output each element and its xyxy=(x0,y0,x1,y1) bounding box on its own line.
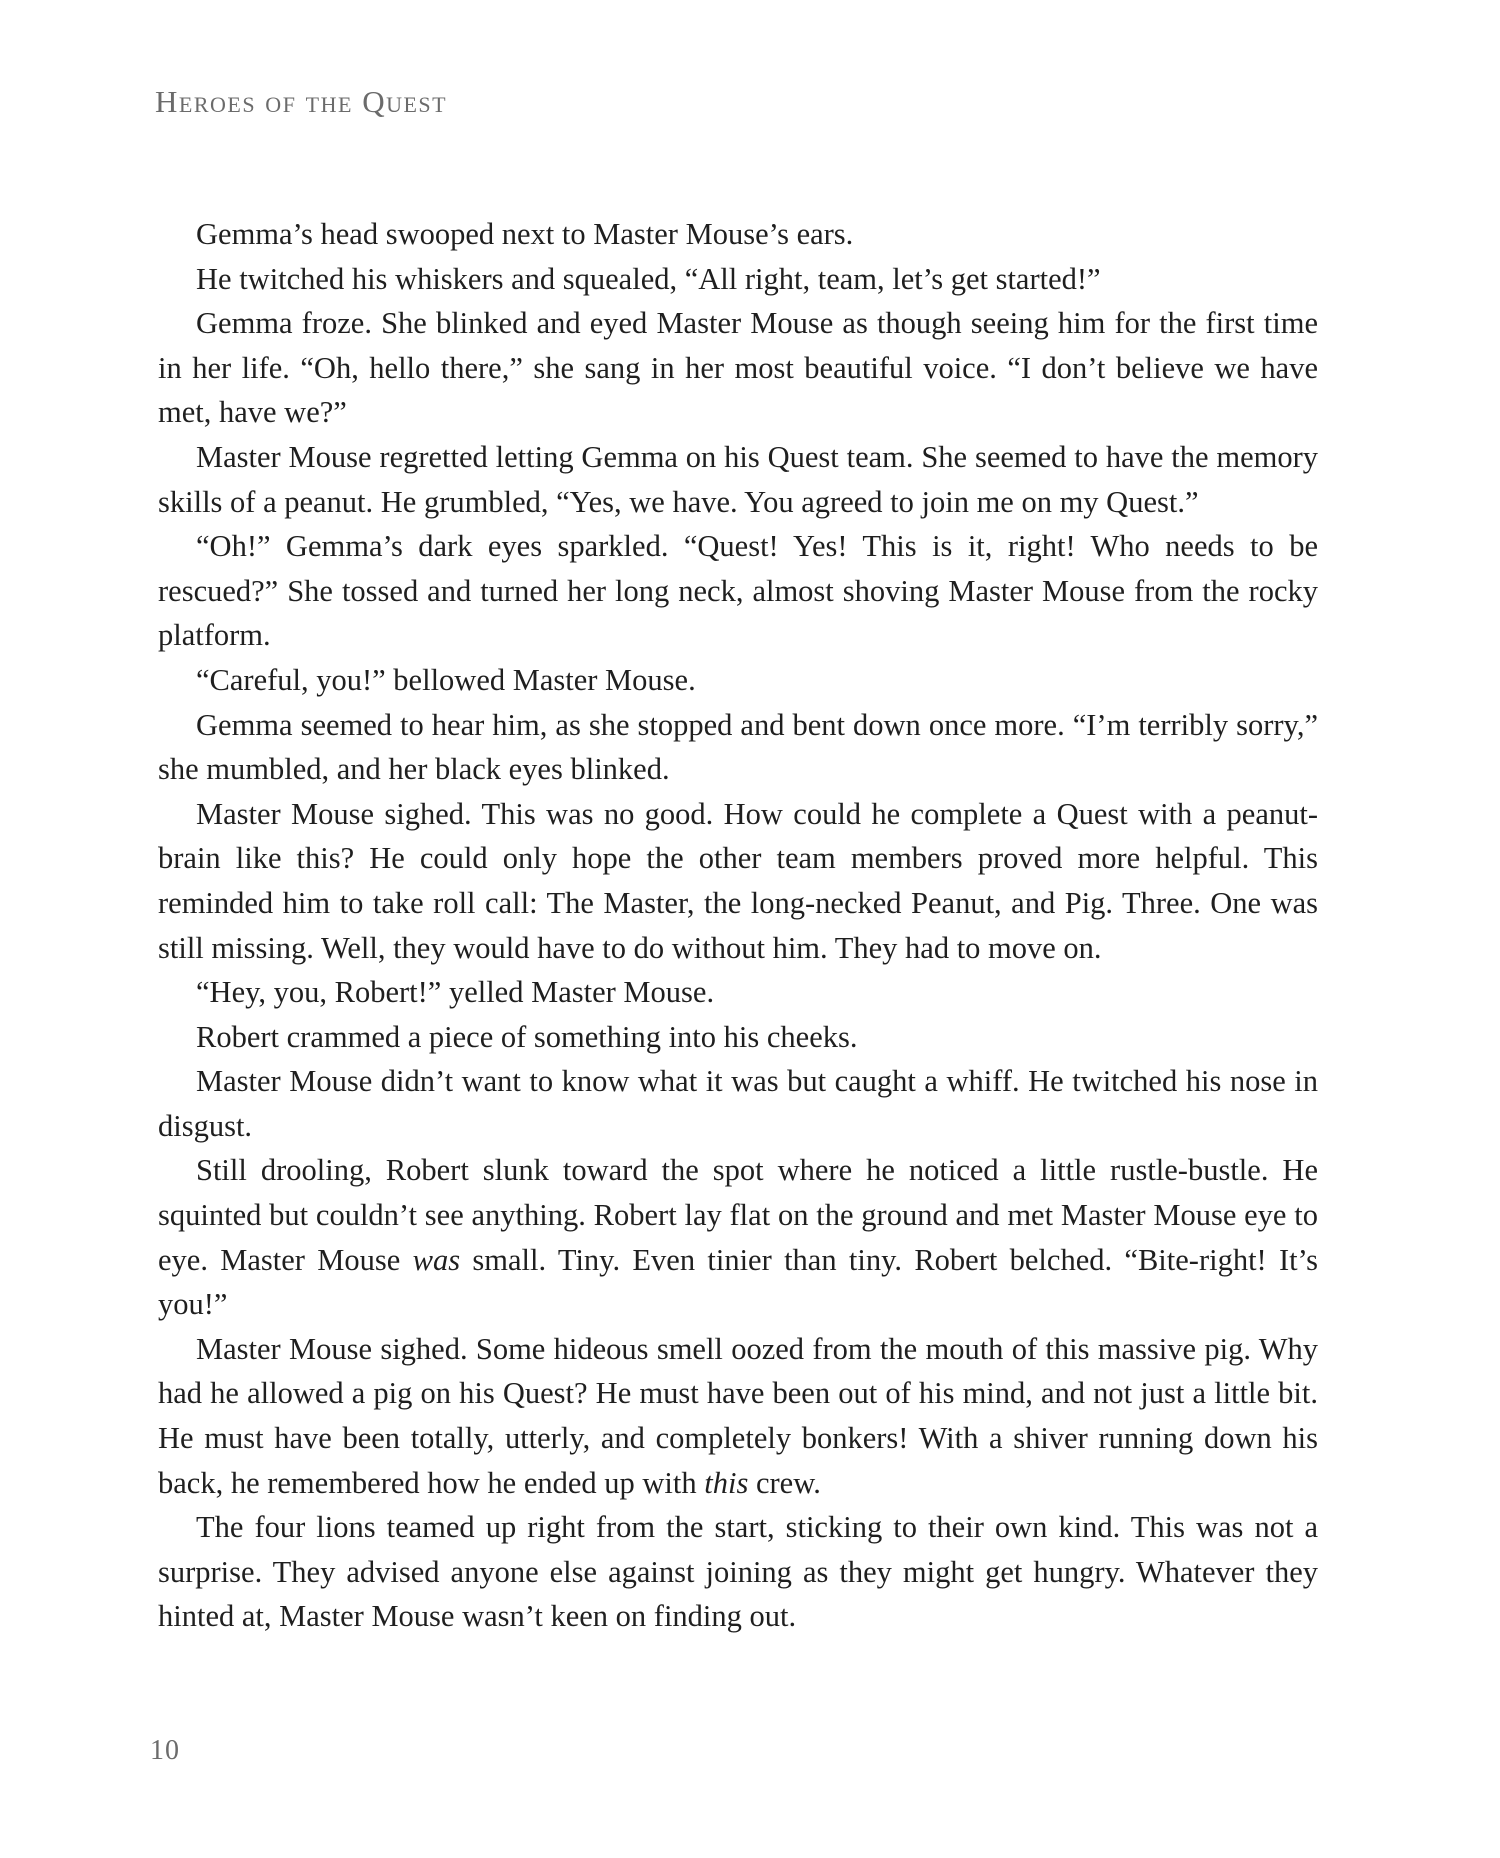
paragraph: Gemma’s head swooped next to Master Mouse’s ears. xyxy=(196,217,854,251)
text-run: small. Tiny. Even tinier than tiny. Robert belched. “Bite-right! It’s you!” xyxy=(158,1242,1319,1322)
paragraph: Robert crammed a piece of something into his cheeks. xyxy=(196,1019,858,1054)
emphasis: this xyxy=(704,1465,749,1500)
paragraph: Master Mouse didn’t want to know what it was but caught a whiff. He twitched his nose in disgust. xyxy=(158,1064,1318,1143)
paragraph: The four lions teamed up right from the start, sticking to their own kind. This was not a surprise. They advised anyone else against joining as they might get hungry. Whatever they hinted at, Master Mouse wasn’t keen on finding out. xyxy=(158,1510,1318,1634)
paragraph: “Careful, you!” bellowed Master Mouse. xyxy=(196,662,696,697)
paragraph: He twitched his whiskers and squealed, “All right, team, let’s get started!” xyxy=(196,261,1101,296)
page-number: 10 xyxy=(150,1735,180,1766)
emphasis: was xyxy=(412,1242,461,1277)
paragraph xyxy=(158,1148,1318,1326)
running-header: Heroes of the Quest xyxy=(155,84,448,119)
paragraph: “Oh!” Gemma’s dark eyes sparkled. “Quest! Yes! This is it, right! Who needs to be rescued?” She tossed and turned her long neck, almost shoving Master Mouse from the rocky platform. xyxy=(158,529,1318,653)
paragraph: Master Mouse sighed. This was no good. How could he complete a Quest with a peanut-brain like this? He could only hope the other team members proved more helpful. This reminded him to take roll call: The Master, the long-necked Peanut, and Pig. Three. One was still missing. Well, they would have to do without him. They had to move on. xyxy=(158,796,1318,965)
paragraph xyxy=(158,1327,1318,1505)
paragraph: Master Mouse regretted letting Gemma on his Quest team. She seemed to have the memory skills of a peanut. He grumbled, “Yes, we have. You agreed to join me on my Quest.” xyxy=(158,439,1318,519)
text-run: crew. xyxy=(748,1465,821,1500)
text-run: Master Mouse sighed. Some hideous smell oozed from the mouth of this massive pig. Why had he allowed a pig on his Quest? He must have been out of his mind, and not just a little bit. He must have been totally, utterly, and completely bonkers! With a shiver running down his back, he remembered how he ended up with xyxy=(158,1331,1318,1500)
body-text xyxy=(158,212,1318,1639)
paragraph: Gemma froze. She blinked and eyed Master Mouse as though seeing him for the first time in her life. “Oh, hello there,” she sang in her most beautiful voice. “I don’t believe we have met, have we?” xyxy=(158,306,1318,430)
paragraph: Gemma seemed to hear him, as she stopped and bent down once more. “I’m terribly sorry,” she mumbled, and her black eyes blinked. xyxy=(158,707,1318,787)
text-run: Still drooling, Robert slunk toward the spot where he noticed a little rustle-bustle. He squinted but couldn’t see anything. Robert lay flat on the ground and met Master Mouse eye to eye. Master Mouse xyxy=(158,1153,1318,1277)
paragraph: “Hey, you, Robert!” yelled Master Mouse. xyxy=(196,975,715,1010)
